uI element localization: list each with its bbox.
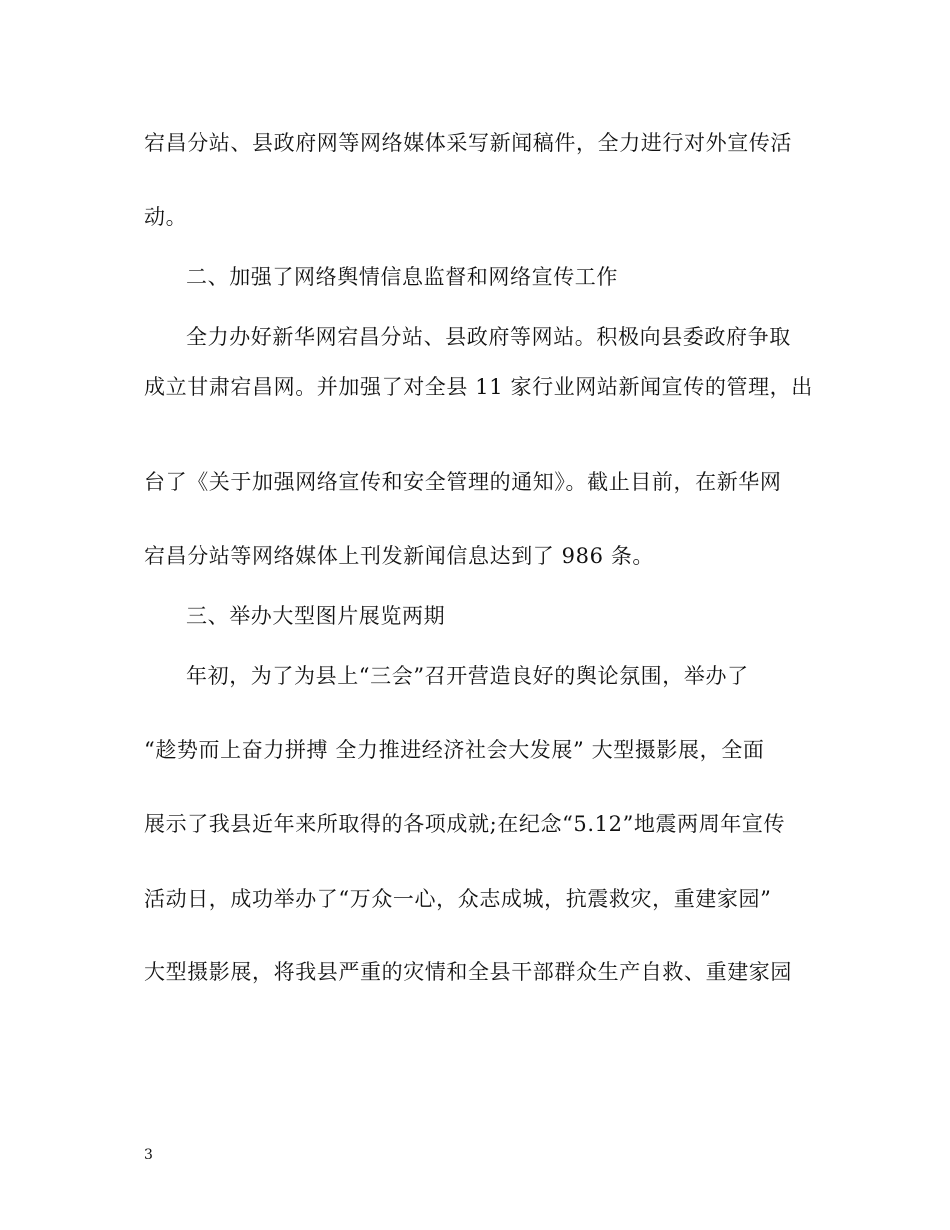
body-text-line: “趁势而上奋力拼搏 全力推进经济社会大发展” 大型摄影展，全面 xyxy=(144,738,765,762)
body-text-line: 全力办好新华网宕昌分站、县政府等网站。积极向县委政府争取 xyxy=(186,325,791,349)
body-text-line: 动。 xyxy=(144,205,188,229)
section-heading: 二、加强了网络舆情信息监督和网络宣传工作 xyxy=(186,265,618,289)
body-text-line: 大型摄影展，将我县严重的灾情和全县干部群众生产自救、重建家园 xyxy=(144,960,792,984)
body-text-line: 宕昌分站、县政府网等网络媒体采写新闻稿件，全力进行对外宣传活 xyxy=(144,131,792,155)
body-text-line: 展示了我县近年来所取得的各项成就;在纪念“5.12”地震两周年宣传 xyxy=(144,812,786,836)
section-heading: 三、举办大型图片展览两期 xyxy=(186,604,446,628)
body-text-line: 活动日，成功举办了“万众一心，众志成城，抗震救灾，重建家园” xyxy=(144,887,772,911)
page-number: 3 xyxy=(144,1147,153,1163)
body-text-line: 台了《关于加强网络宣传和安全管理的通知》。截止目前，在新华网 xyxy=(144,470,782,494)
body-text-line: 宕昌分站等网络媒体上刊发新闻信息达到了 986 条。 xyxy=(144,544,655,568)
body-text-line: 年初，为了为县上“三会”召开营造良好的舆论氛围，举办了 xyxy=(186,664,749,688)
body-text-line: 成立甘肃宕昌网。并加强了对全县 11 家行业网站新闻宣传的管理，出 xyxy=(144,375,813,399)
